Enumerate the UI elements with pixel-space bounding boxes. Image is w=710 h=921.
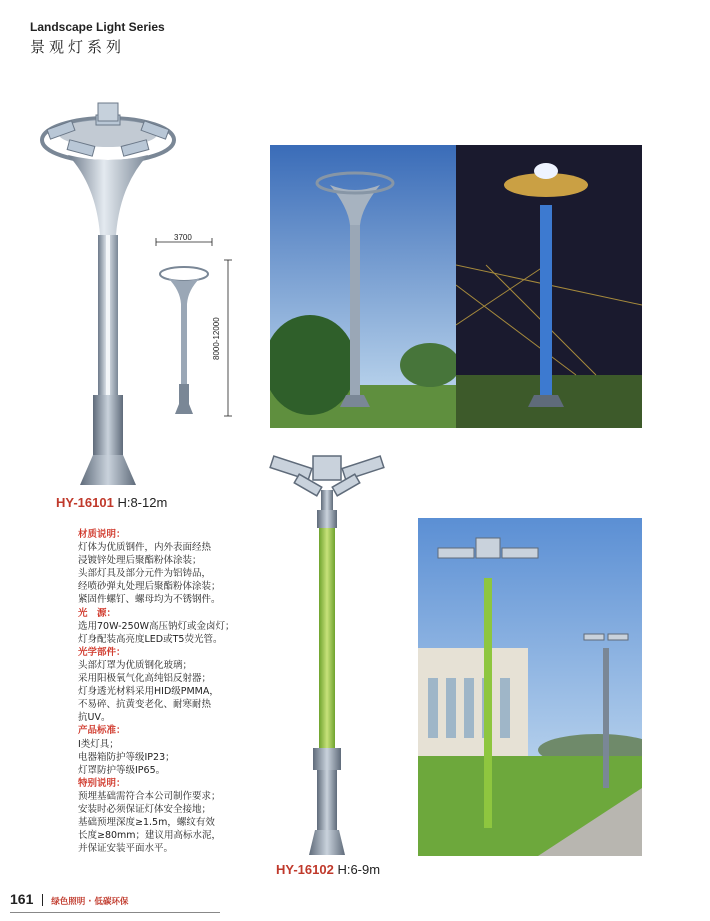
model-label-16102 [276, 862, 380, 877]
spec-line: 预埋基础需符合本公司制作要求； [78, 790, 221, 802]
spec-heading: 光学部件： [78, 646, 126, 658]
footer-divider [42, 894, 43, 906]
spec-text [78, 528, 253, 855]
spec-line: 灯身配装高亮度LED或T5荧光管。 [78, 633, 223, 645]
model-height: H:8-12m [117, 495, 168, 510]
series-title-en: Landscape Light Series [30, 20, 165, 34]
model-label-16101 [56, 495, 167, 510]
spec-line: 基础预埋深度≥1.5m，螺纹有效 [78, 817, 215, 829]
model-code: HY-16102 [276, 862, 334, 877]
spec-line: Ⅰ类灯具； [78, 738, 119, 750]
model-height: H:6-9m [337, 862, 381, 877]
lamp-16101-dimension-drawing [150, 230, 240, 420]
spec-line: 头部灯具及部分元件为铝铸品， [78, 568, 212, 580]
dimension-width-label: 3700 [174, 233, 192, 242]
lamp-16101-day-photo [270, 145, 456, 428]
spec-heading: 光 源： [78, 607, 117, 619]
spec-line: 灯体为优质钢件，内外表面经热 [78, 542, 212, 554]
spec-line: 长度≥80mm；建议用高标水泥， [78, 830, 222, 842]
page-footer [10, 891, 270, 913]
footer-slogan: 绿色照明 · 低碳环保 [51, 897, 129, 907]
page-number: 161 [10, 891, 34, 907]
spec-line: 安装时必须保证灯体安全接地； [78, 803, 212, 815]
model-code: HY-16101 [56, 495, 114, 510]
spec-line: 灯罩防护等级IP65。 [78, 764, 166, 776]
footer-rule [10, 912, 220, 913]
spec-line: 选用70W-250W高压钠灯或金卤灯； [78, 620, 235, 632]
spec-line: 并保证安装平面水平。 [78, 843, 174, 855]
spec-line: 紧固件螺钉、螺母均为不锈钢件。 [78, 594, 221, 606]
spec-line: 抗UV。 [78, 712, 111, 724]
spec-line: 采用阳极氧气化高纯铝反射器； [78, 673, 212, 685]
spec-line: 浸镀锌处理后聚酯粉体涂装； [78, 555, 202, 567]
dimension-height-label: 8000-12000 [212, 317, 221, 360]
lamp-16102-illustration [265, 450, 390, 865]
spec-line: 灯身透光材料采用HID级PMMA， [78, 686, 219, 698]
spec-heading: 特别说明： [78, 777, 126, 789]
spec-heading: 产品标准： [78, 725, 126, 737]
lamp-16102-day-photo [418, 518, 642, 856]
spec-heading: 材质说明： [78, 529, 126, 540]
spec-line: 电器箱防护等级IP23； [78, 751, 175, 763]
series-title-cn: 景观灯系列 [30, 38, 126, 56]
spec-line: 头部灯罩为优质钢化玻璃； [78, 659, 193, 671]
lamp-16101-night-photo [456, 145, 642, 428]
spec-line: 不易碎、抗黄变老化、耐寒耐热 [78, 699, 212, 711]
spec-line: 经喷砂弹丸处理后聚酯粉体涂装； [78, 581, 221, 593]
